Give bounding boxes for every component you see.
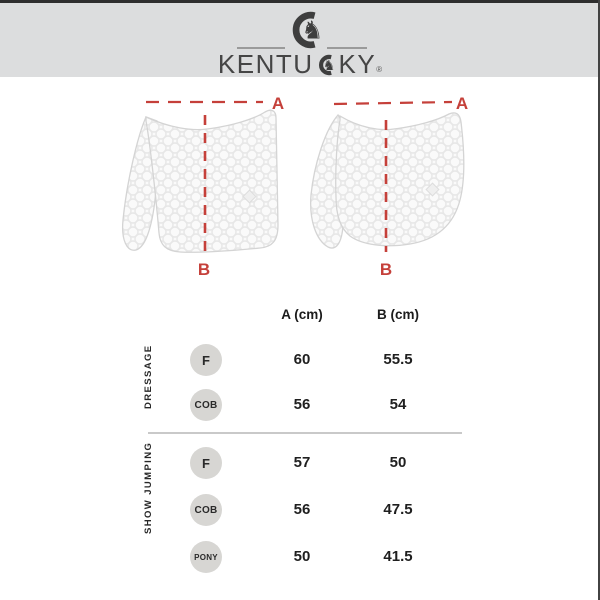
measure-label-b-left: B (197, 260, 211, 279)
section-label-show-jumping: SHOW JUMPING (143, 441, 154, 534)
value-jumping-pony-b: 41.5 (383, 548, 413, 565)
section-divider (148, 432, 462, 434)
kentucky-horse-emblem-icon (285, 8, 327, 52)
value-dressage-cob-b: 54 (389, 396, 407, 413)
value-jumping-f-b: 50 (389, 454, 407, 471)
value-jumping-f-a: 57 (293, 454, 311, 471)
value-dressage-cob-a: 56 (293, 396, 311, 413)
saddle-pad-measurement-diagram (0, 85, 600, 290)
value-jumping-cob-a: 56 (293, 501, 311, 518)
value-dressage-f-b: 55.5 (383, 351, 413, 368)
measure-label-a-right: A (455, 94, 469, 113)
brand-header (0, 3, 600, 77)
registered-mark: ® (376, 65, 383, 74)
section-label-dressage: DRESSAGE (143, 344, 154, 410)
measure-line-a-right (334, 102, 452, 104)
size-badge-jumping-f: F (190, 447, 222, 479)
brand-wordmark (0, 49, 600, 80)
value-dressage-f-a: 60 (293, 351, 311, 368)
kentucky-horse-emblem-small-icon (315, 53, 338, 77)
column-header-b: B (cm) (376, 307, 419, 322)
size-badge-jumping-cob: COB (190, 494, 222, 526)
size-badge-dressage-f: F (190, 344, 222, 376)
brand-text-suffix: KY (338, 49, 377, 79)
measure-label-b-right: B (379, 260, 393, 279)
size-badge-jumping-pony: PONY (190, 541, 222, 573)
svg-text:♞: ♞ (301, 17, 324, 45)
window-top-border (0, 0, 600, 3)
size-badge-dressage-cob: COB (190, 389, 222, 421)
measure-label-a-left: A (271, 94, 285, 113)
value-jumping-cob-b: 47.5 (383, 501, 413, 518)
value-jumping-pony-a: 50 (293, 548, 311, 565)
dressage-saddle-pad (123, 110, 278, 252)
brand-text-prefix: KENTU (217, 49, 314, 79)
svg-text:♞: ♞ (322, 57, 336, 74)
column-header-a: A (cm) (281, 307, 323, 322)
